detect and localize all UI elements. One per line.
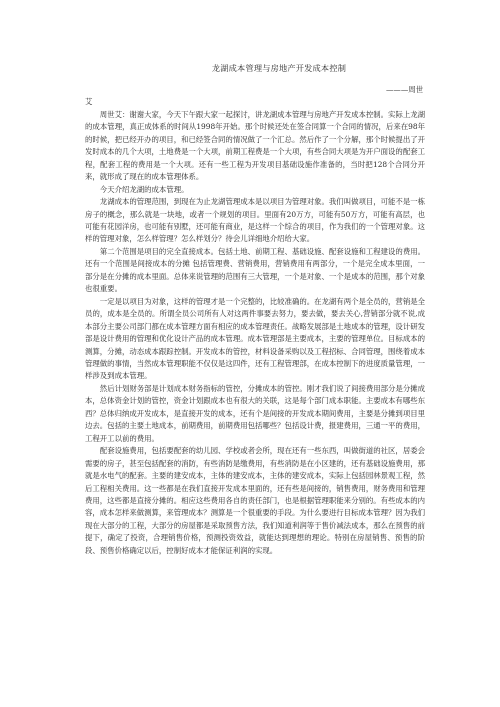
paragraph-7: 配套设施费用，包括要配套的幼儿园、学校或者会所，现在还有一些东西，叫做街道的社区，居委会需要的房子，甚至包括配套的消防，有些消防是缴费用，有些消防是在小区建的，还有基础设施费用，那就是水电气的配套。主要的建安成本，主体的建安成本，主体的建安成本，实际上包括园林景观工程，然后工程相关费用。这一些都是在我们直接开发成本里面的，还有些是间接的，销售费用，财务费用和管理费用，这些都是直接分摊的。相应这些费用各自的责任部门，也是根据管理职能来分别的。有些成本的内容，成本怎样来做测算，来管理成本？测算是一个很重要的手段。为什么要进行目标成本管理？因为我们现在大部分的工程，大部分的房屋都是采取预售方法，我们知道利润等于售价减法成本，那么在预售的前提下，确定了投资，合理销售价格，预测投资效益，就能达到理想的理论。特别在房屋销售、预售的阶段、预售价格确定以后，控制好成本才能保证利润的实现。	[85, 446, 425, 555]
document-page	[85, 62, 425, 557]
author-line: ———周世	[386, 85, 423, 94]
author-line-continued: 艾	[85, 97, 93, 107]
paragraph-2: 今天介绍龙湖的成本管理。	[99, 184, 189, 194]
paragraph-6: 然后计划财务部是计划成本财务指标的管控，分摊成本的管控。刚才我们说了间接费用部分是分摊成本，总体资金计划的管控，资金计划跟成本也有很大的关联，这是每个部门成本职能。主要成本有哪些东西？总体归纳成开发成本，是直接开发的成本，还有个是间接的开发成本期间费用，主要是分摊到项目里边去。包括的主要土地成本，前期费用，前期费用包括哪些？包括设计费，报建费用，三通一平的费用，工程开工以前的费用。	[85, 383, 425, 443]
document-title: 龙湖成本管理与房地产开发成本控制	[211, 63, 347, 73]
paragraph-3: 龙湖成本的管理范围，到现在为止龙湖管理成本是以项目为管理对象。我们叫做项目，可能不是一栋房子的概念，那么就是一块地，或者一个规划的项目。里面有20万方，可能有50万方，可能有高层，也可能有花园洋房，也可能有别墅，还可能有商业，是这样一个综合的项目，作为我们的一个管理对象。这样的管理对象，怎么样管理？怎么样划分？待会儿详细地介绍给大家。	[85, 197, 425, 244]
paragraph-4: 第二个范围是项目的完全直接成本。包括土地、前期工程、基础设施、配套设施和工程建设的费用。还有一个范围是间接成本的分摊 包括管理费、营销费用，营销费用有两部分，一个是完全成本里面，一部分是在分摊的成本里面。总体来说管理的范围有三大管理，一个是对象、一个是成本的范围，那个对象也很重要。	[85, 246, 425, 294]
paragraph-5: 一定是以项目为对象，这样的管理才是一个完整的，比较准确的。在龙湖有两个是全员的，营销是全员的，成本是全员的。所谓全员公司所有人对这两件事要去努力，要去做，要去关心,营销部分就不说,成本部分主要公司部门都在成本管理方面有相应的成本管理责任。战略发展部是土地成本的管理，设计研发部是设计费用的管理和优化设计产品的成本管理。成本管理部是主要成本，主要的管理单位。目标成本的测算，分摊，动态成本跟踪控制。开发成本的管控，材料设备采购以及工程招标、合同管理，围绕着成本管理做的事情，当然成本管理职能不仅仅是这四件，还有工程管理部，在成本控制下的进度质量管理，一样涉及到成本管理。	[85, 296, 425, 381]
paragraph-1: 周世艾：谢谢大家，今天下午跟大家一起探讨，讲龙湖成本管理与房地产开发成本控制。实际上龙湖的成本管理，真正成体系的时间从1998年开始。那个时候还处在签合同算一个合同的情况，后来在98年的时候，把已经开办的项目，和已经签合同的情况做了一个汇总。然后作了一个分解，那个时候提出了开发时成本的几个大项，土地费是一个大项，前期工程费是一个大项，有些合同大项是为开户面设的配套工程，配套工程的费用是一个大项。还有一些工程为开发项目基础设施作准备的，当时把128个合同分开来，就形成了现在的成本管理体系。	[85, 109, 425, 182]
